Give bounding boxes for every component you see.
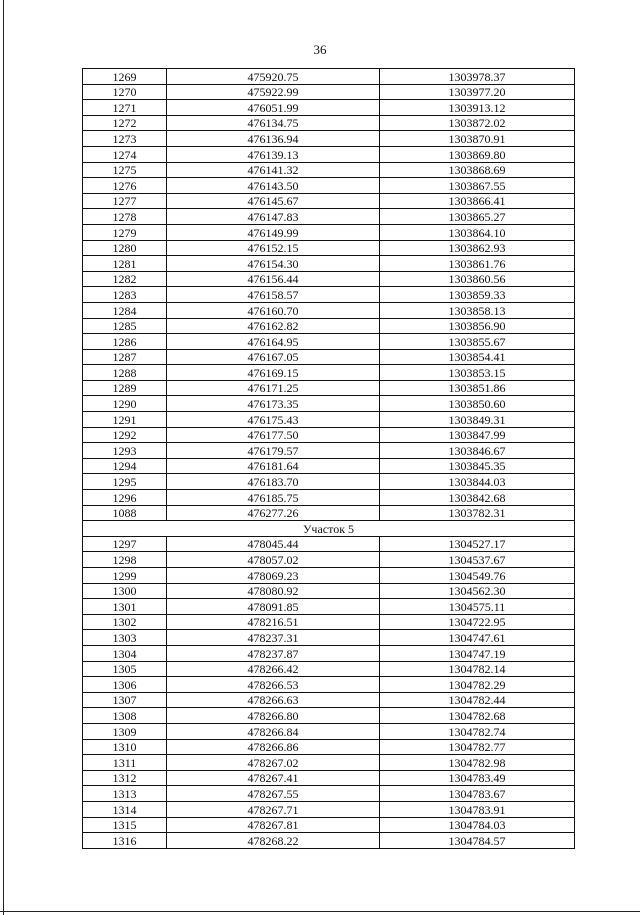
x-coordinate: 476185.75 xyxy=(167,490,380,506)
x-coordinate: 478266.63 xyxy=(167,692,380,708)
point-number: 1312 xyxy=(83,770,167,786)
y-coordinate: 1304747.61 xyxy=(380,630,575,646)
y-coordinate: 1304722.95 xyxy=(380,614,575,630)
x-coordinate: 475922.99 xyxy=(167,84,380,100)
y-coordinate: 1304782.68 xyxy=(380,708,575,724)
point-number: 1289 xyxy=(83,380,167,396)
y-coordinate: 1303865.27 xyxy=(380,209,575,225)
x-coordinate: 476139.13 xyxy=(167,146,380,162)
table-row xyxy=(83,833,575,849)
table-row xyxy=(83,365,575,381)
y-coordinate: 1303859.33 xyxy=(380,287,575,303)
y-coordinate: 1304782.14 xyxy=(380,661,575,677)
x-coordinate: 476181.64 xyxy=(167,458,380,474)
table-row xyxy=(83,458,575,474)
table-row xyxy=(83,396,575,412)
point-number: 1291 xyxy=(83,412,167,428)
table-row xyxy=(83,755,575,771)
point-number: 1286 xyxy=(83,334,167,350)
y-coordinate: 1304784.03 xyxy=(380,817,575,833)
table-row xyxy=(83,677,575,693)
x-coordinate: 478091.85 xyxy=(167,599,380,615)
table-row xyxy=(83,209,575,225)
point-number: 1307 xyxy=(83,692,167,708)
point-number: 1305 xyxy=(83,661,167,677)
table-row xyxy=(83,723,575,739)
point-number: 1295 xyxy=(83,474,167,490)
table-row xyxy=(83,256,575,272)
y-coordinate: 1304783.49 xyxy=(380,770,575,786)
x-coordinate: 476160.70 xyxy=(167,302,380,318)
table-row xyxy=(83,490,575,506)
table-row xyxy=(83,692,575,708)
table-body-after xyxy=(83,536,575,848)
point-number: 1276 xyxy=(83,178,167,194)
y-coordinate: 1303851.86 xyxy=(380,380,575,396)
y-coordinate: 1304537.67 xyxy=(380,552,575,568)
table-row xyxy=(83,178,575,194)
x-coordinate: 478069.23 xyxy=(167,568,380,584)
y-coordinate: 1303847.99 xyxy=(380,427,575,443)
y-coordinate: 1303842.68 xyxy=(380,490,575,506)
x-coordinate: 476145.67 xyxy=(167,193,380,209)
point-number: 1299 xyxy=(83,568,167,584)
x-coordinate: 476162.82 xyxy=(167,318,380,334)
y-coordinate: 1303846.67 xyxy=(380,443,575,459)
x-coordinate: 476051.99 xyxy=(167,100,380,116)
y-coordinate: 1304782.77 xyxy=(380,739,575,755)
y-coordinate: 1303978.37 xyxy=(380,69,575,85)
point-number: 1300 xyxy=(83,583,167,599)
section-title: Участок 5 xyxy=(83,521,575,537)
y-coordinate: 1303782.31 xyxy=(380,505,575,521)
x-coordinate: 476171.25 xyxy=(167,380,380,396)
x-coordinate: 478267.55 xyxy=(167,786,380,802)
point-number: 1311 xyxy=(83,755,167,771)
y-coordinate: 1303913.12 xyxy=(380,100,575,116)
point-number: 1275 xyxy=(83,162,167,178)
point-number: 1277 xyxy=(83,193,167,209)
table-row xyxy=(83,614,575,630)
table-row xyxy=(83,739,575,755)
table-row xyxy=(83,380,575,396)
x-coordinate: 478237.31 xyxy=(167,630,380,646)
x-coordinate: 476158.57 xyxy=(167,287,380,303)
x-coordinate: 478057.02 xyxy=(167,552,380,568)
scan-edge-bottom xyxy=(0,911,640,912)
table-row xyxy=(83,69,575,85)
table-row xyxy=(83,505,575,521)
point-number: 1273 xyxy=(83,131,167,147)
y-coordinate: 1303850.60 xyxy=(380,396,575,412)
coordinates-table xyxy=(82,68,575,849)
point-number: 1285 xyxy=(83,318,167,334)
point-number: 1294 xyxy=(83,458,167,474)
y-coordinate: 1304549.76 xyxy=(380,568,575,584)
point-number: 1313 xyxy=(83,786,167,802)
table-row xyxy=(83,162,575,178)
point-number: 1270 xyxy=(83,84,167,100)
x-coordinate: 478045.44 xyxy=(167,536,380,552)
y-coordinate: 1303977.20 xyxy=(380,84,575,100)
table-row xyxy=(83,443,575,459)
x-coordinate: 476143.50 xyxy=(167,178,380,194)
x-coordinate: 476152.15 xyxy=(167,240,380,256)
y-coordinate: 1303855.67 xyxy=(380,334,575,350)
y-coordinate: 1303862.93 xyxy=(380,240,575,256)
point-number: 1316 xyxy=(83,833,167,849)
point-number: 1315 xyxy=(83,817,167,833)
x-coordinate: 476149.99 xyxy=(167,224,380,240)
table-body-before xyxy=(83,69,575,521)
y-coordinate: 1303867.55 xyxy=(380,178,575,194)
y-coordinate: 1304784.57 xyxy=(380,833,575,849)
table-row xyxy=(83,193,575,209)
x-coordinate: 476154.30 xyxy=(167,256,380,272)
point-number: 1283 xyxy=(83,287,167,303)
y-coordinate: 1303872.02 xyxy=(380,115,575,131)
table-row xyxy=(83,708,575,724)
point-number: 1303 xyxy=(83,630,167,646)
point-number: 1292 xyxy=(83,427,167,443)
x-coordinate: 478080.92 xyxy=(167,583,380,599)
x-coordinate: 476169.15 xyxy=(167,365,380,381)
y-coordinate: 1304527.17 xyxy=(380,536,575,552)
point-number: 1302 xyxy=(83,614,167,630)
table-row xyxy=(83,412,575,428)
section-header-group xyxy=(83,521,575,537)
y-coordinate: 1303858.13 xyxy=(380,302,575,318)
x-coordinate: 478267.41 xyxy=(167,770,380,786)
x-coordinate: 478237.87 xyxy=(167,645,380,661)
x-coordinate: 476147.83 xyxy=(167,209,380,225)
y-coordinate: 1303845.35 xyxy=(380,458,575,474)
table-row xyxy=(83,645,575,661)
point-number: 1088 xyxy=(83,505,167,521)
y-coordinate: 1304782.98 xyxy=(380,755,575,771)
y-coordinate: 1303860.56 xyxy=(380,271,575,287)
table-row xyxy=(83,318,575,334)
y-coordinate: 1304562.30 xyxy=(380,583,575,599)
point-number: 1309 xyxy=(83,723,167,739)
table-row xyxy=(83,427,575,443)
y-coordinate: 1304782.44 xyxy=(380,692,575,708)
table-row xyxy=(83,599,575,615)
point-number: 1290 xyxy=(83,396,167,412)
point-number: 1280 xyxy=(83,240,167,256)
table-row xyxy=(83,630,575,646)
x-coordinate: 478266.42 xyxy=(167,661,380,677)
point-number: 1271 xyxy=(83,100,167,116)
y-coordinate: 1304782.74 xyxy=(380,723,575,739)
point-number: 1278 xyxy=(83,209,167,225)
point-number: 1284 xyxy=(83,302,167,318)
x-coordinate: 478267.02 xyxy=(167,755,380,771)
point-number: 1272 xyxy=(83,115,167,131)
point-number: 1310 xyxy=(83,739,167,755)
table-row xyxy=(83,552,575,568)
y-coordinate: 1303868.69 xyxy=(380,162,575,178)
y-coordinate: 1303853.15 xyxy=(380,365,575,381)
x-coordinate: 476177.50 xyxy=(167,427,380,443)
point-number: 1298 xyxy=(83,552,167,568)
y-coordinate: 1303870.91 xyxy=(380,131,575,147)
point-number: 1306 xyxy=(83,677,167,693)
x-coordinate: 476156.44 xyxy=(167,271,380,287)
scan-edge-left xyxy=(3,0,4,915)
table-row xyxy=(83,271,575,287)
point-number: 1301 xyxy=(83,599,167,615)
point-number: 1287 xyxy=(83,349,167,365)
table-row xyxy=(83,287,575,303)
table-row xyxy=(83,536,575,552)
y-coordinate: 1304783.67 xyxy=(380,786,575,802)
point-number: 1314 xyxy=(83,801,167,817)
x-coordinate: 476175.43 xyxy=(167,412,380,428)
y-coordinate: 1303856.90 xyxy=(380,318,575,334)
y-coordinate: 1303861.76 xyxy=(380,256,575,272)
y-coordinate: 1304747.19 xyxy=(380,645,575,661)
table-row xyxy=(83,131,575,147)
table-row xyxy=(83,474,575,490)
table-row xyxy=(83,817,575,833)
y-coordinate: 1303866.41 xyxy=(380,193,575,209)
x-coordinate: 476179.57 xyxy=(167,443,380,459)
x-coordinate: 476134.75 xyxy=(167,115,380,131)
table-row xyxy=(83,801,575,817)
y-coordinate: 1304575.11 xyxy=(380,599,575,615)
section-header-row xyxy=(83,521,575,537)
point-number: 1297 xyxy=(83,536,167,552)
x-coordinate: 476167.05 xyxy=(167,349,380,365)
y-coordinate: 1303844.03 xyxy=(380,474,575,490)
x-coordinate: 476183.70 xyxy=(167,474,380,490)
y-coordinate: 1303869.80 xyxy=(380,146,575,162)
point-number: 1274 xyxy=(83,146,167,162)
table-row xyxy=(83,583,575,599)
y-coordinate: 1303864.10 xyxy=(380,224,575,240)
x-coordinate: 476141.32 xyxy=(167,162,380,178)
point-number: 1293 xyxy=(83,443,167,459)
x-coordinate: 478266.80 xyxy=(167,708,380,724)
point-number: 1282 xyxy=(83,271,167,287)
point-number: 1269 xyxy=(83,69,167,85)
x-coordinate: 476277.26 xyxy=(167,505,380,521)
y-coordinate: 1304782.29 xyxy=(380,677,575,693)
y-coordinate: 1303854.41 xyxy=(380,349,575,365)
table-row xyxy=(83,302,575,318)
table-row xyxy=(83,115,575,131)
point-number: 1304 xyxy=(83,645,167,661)
x-coordinate: 478266.84 xyxy=(167,723,380,739)
table-row xyxy=(83,100,575,116)
point-number: 1296 xyxy=(83,490,167,506)
table-row xyxy=(83,146,575,162)
x-coordinate: 478268.22 xyxy=(167,833,380,849)
x-coordinate: 478266.53 xyxy=(167,677,380,693)
table-row xyxy=(83,240,575,256)
table-row xyxy=(83,786,575,802)
y-coordinate: 1304783.91 xyxy=(380,801,575,817)
page-number: 36 xyxy=(313,42,327,57)
y-coordinate: 1303849.31 xyxy=(380,412,575,428)
table-row xyxy=(83,84,575,100)
table-row xyxy=(83,224,575,240)
table-row xyxy=(83,349,575,365)
x-coordinate: 478266.86 xyxy=(167,739,380,755)
x-coordinate: 475920.75 xyxy=(167,69,380,85)
table-row xyxy=(83,334,575,350)
table-row xyxy=(83,661,575,677)
x-coordinate: 478267.71 xyxy=(167,801,380,817)
x-coordinate: 478267.81 xyxy=(167,817,380,833)
x-coordinate: 478216.51 xyxy=(167,614,380,630)
point-number: 1288 xyxy=(83,365,167,381)
x-coordinate: 476136.94 xyxy=(167,131,380,147)
point-number: 1308 xyxy=(83,708,167,724)
table-row xyxy=(83,770,575,786)
point-number: 1279 xyxy=(83,224,167,240)
point-number: 1281 xyxy=(83,256,167,272)
x-coordinate: 476173.35 xyxy=(167,396,380,412)
x-coordinate: 476164.95 xyxy=(167,334,380,350)
table-row xyxy=(83,568,575,584)
